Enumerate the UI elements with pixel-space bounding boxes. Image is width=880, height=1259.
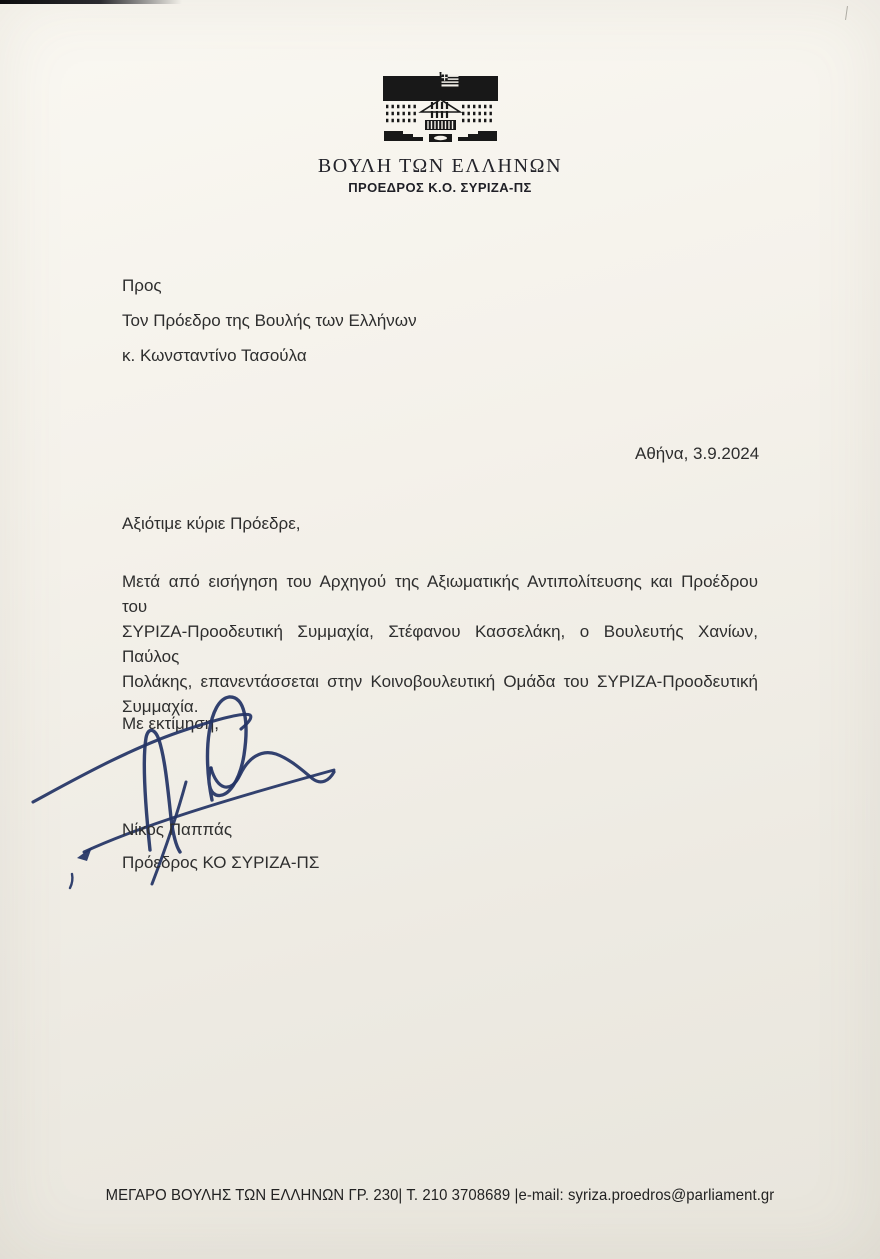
footer-contact-line: ΜΕΓΑΡΟ ΒΟΥΛΗΣ ΤΩΝ ΕΛΛΗΝΩΝ ΓΡ. 230| Τ. 210 3708689 |e-mail: syriza.proedros@parliament.gr xyxy=(105,1187,775,1204)
letterhead xyxy=(0,72,880,195)
org-subtitle: ΠΡΟΕΔΡΟΣ Κ.Ο. ΣΥΡΙΖΑ-ΠΣ xyxy=(348,180,532,195)
recipient-line-title: Τον Πρόεδρο της Βουλής των Ελλήνων xyxy=(122,311,417,330)
org-name: ΒΟΥΛΗ ΤΩΝ ΕΛΛΗΝΩΝ xyxy=(317,155,563,177)
signer-name: Νίκος Παππάς xyxy=(122,820,233,839)
recipient-block xyxy=(122,268,417,373)
body-line: Πολάκης, επανεντάσσεται στην Κοινοβουλευτική Ομάδα του ΣΥΡΙΖΑ-Προοδευτική xyxy=(122,672,758,691)
closing-phrase: Με εκτίμηση, xyxy=(122,714,219,733)
body-line: Συμμαχία. xyxy=(122,697,199,716)
recipient-line-name: κ. Κωνσταντίνο Τασούλα xyxy=(122,346,307,365)
parliament-building-logo-icon xyxy=(374,72,507,144)
greek-flag-icon xyxy=(441,75,458,87)
recipient-line-pros: Προς xyxy=(122,276,162,295)
scan-scratch-artifact xyxy=(845,6,848,20)
date-line: Αθήνα, 3.9.2024 xyxy=(635,444,760,463)
salutation: Αξιότιμε κύριε Πρόεδρε, xyxy=(122,514,301,533)
body-line: Μετά από εισήγηση του Αρχηγού της Αξιωματικής Αντιπολίτευσης και Προέδρου του xyxy=(122,572,758,616)
signer-title: Πρόεδρος ΚΟ ΣΥΡΙΖΑ-ΠΣ xyxy=(122,853,320,872)
scan-edge-artifact xyxy=(0,0,182,4)
body-line: ΣΥΡΙΖΑ-Προοδευτική Συμμαχία, Στέφανου Κασσελάκη, ο Βουλευτής Χανίων, Παύλος xyxy=(122,622,758,666)
